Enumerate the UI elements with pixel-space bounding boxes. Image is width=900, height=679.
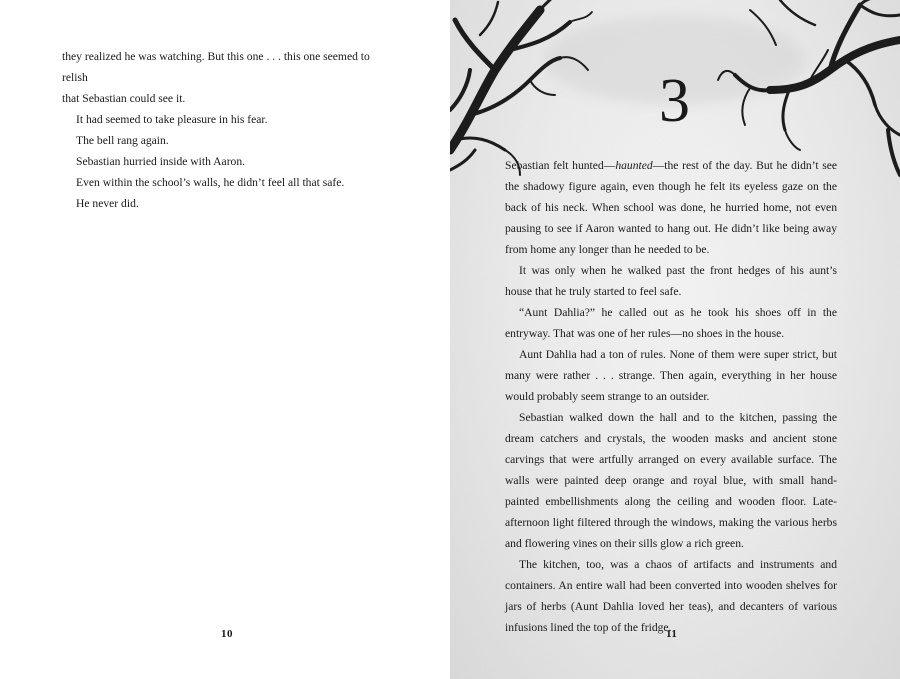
right-page-text <box>505 155 837 638</box>
emphasis-text: haunted <box>615 159 653 172</box>
text-line: that Sebastian could see it. <box>62 92 186 105</box>
page-number-right: 11 <box>666 628 678 640</box>
text-line: The bell rang again. <box>76 134 169 147</box>
text-line: Sebastian hurried inside with Aaron. <box>76 155 246 168</box>
text-line: It had seemed to take pleasure in his fear. <box>76 113 268 126</box>
page-number-left: 10 <box>221 628 233 640</box>
text-line: He never did. <box>76 197 139 210</box>
paragraph: Aunt Dahlia had a ton of rules. None of them were super strict, but many were rather . . . strange. Then again, everything in her house would probably seem strange to an outsider. <box>505 348 837 403</box>
paragraph: Sebastian walked down the hall and to the kitchen, passing the dream catchers and crystals, the wooden masks and ancient stone carvings that were artfully arranged on every available surface. The walls were painted deep orange and royal blue, with small hand-painted embellishments along the ceiling and wooden floor. Late-afternoon light filtered through the windows, making the various herbs and flowering vines on their sills glow a rich green. <box>505 411 837 550</box>
paragraph: It was only when he walked past the front hedges of his aunt’s house that he truly started to feel safe. <box>505 264 837 298</box>
paragraph: “Aunt Dahlia?” he called out as he took his shoes off in the entryway. That was one of her rules—no shoes in the house. <box>505 306 837 340</box>
paragraph <box>505 155 837 260</box>
paragraph-text: Sebastian felt hunted— <box>505 159 616 172</box>
paragraph-text: —the rest of the day. But he didn’t see the shadowy figure again, even though he felt its eyeless gaze on the back of his neck. When school was done, he hurried home, not even pausing to see if Aaron wanted to hang out. He didn’t like being away from home any longer than he needed to be. <box>505 159 838 256</box>
paragraph: The kitchen, too, was a chaos of artifacts and instruments and containers. An entire wall had been converted into wooden shelves for jars of herbs (Aunt Dahlia loved her teas), and decanters of various infusions lined the top of the fridge. <box>505 558 837 634</box>
chapter-number: 3 <box>659 67 691 135</box>
right-page <box>450 0 900 679</box>
left-page-text <box>62 46 392 214</box>
text-line: Even within the school’s walls, he didn’t feel all that safe. <box>76 176 345 189</box>
text-line: they realized he was watching. But this one . . . this one seemed to relish <box>62 50 370 84</box>
